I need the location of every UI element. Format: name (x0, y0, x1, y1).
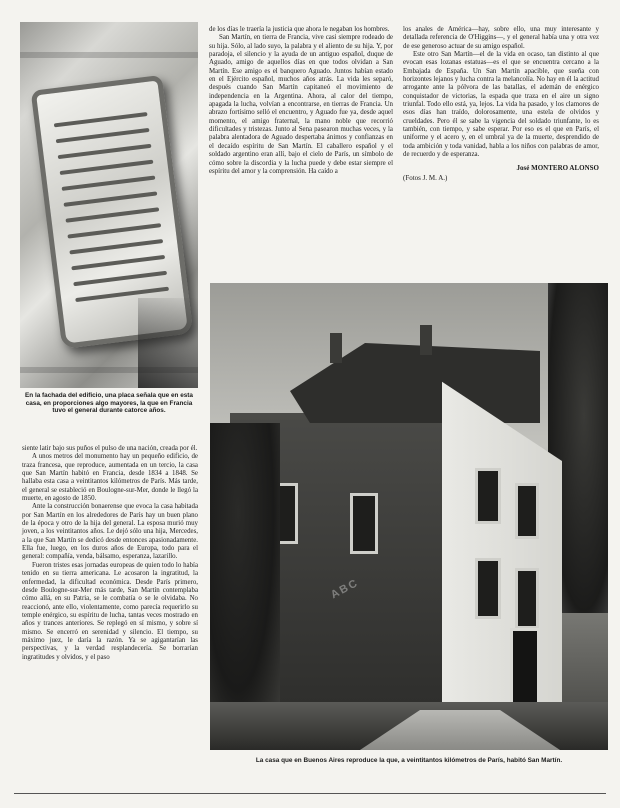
plaque-photo (20, 22, 198, 388)
article-column-left (22, 445, 198, 790)
author-signature: José MONTERO ALONSO (516, 163, 599, 172)
window (515, 568, 539, 629)
door (510, 628, 540, 709)
watermark: ABC (328, 576, 361, 602)
article-column-right (403, 26, 599, 278)
house-roof (290, 343, 540, 423)
window (515, 483, 539, 539)
paragraph: Fueron tristes esas jornadas europeas de quien todo lo había tenido en su tierra americana. Le acosaron la ingratitud, la enfermedad, la dificultad económica. Desde París primero, desde Boulogne-sur-Mer más tarde, San Martín contemplaba cómo allá, en su Patria, se le combatía o se le olvidaba. No reaccionó, ante ello, violentamente, como parecía requerirlo su temple enérgico, su espíritu de lucha, tantas veces mostrado en años y trances anteriores. Se replegó en sí mismo, y sobre sí mismo. Se encerró en serenidad y silencio. El tiempo, su máximo juez, le daría la razón. Ya se agigantarían las perspectivas, y la verdad resplandecería. Se borrarían ingratitudes y olvidos, y el paso (22, 561, 198, 661)
photo-credit: (Fotos J. M. A.) (403, 173, 448, 182)
divider (14, 793, 606, 794)
paragraph: Ante la construcción bonaerense que evoca la casa habitada por San Martín en los alrededores de París hay un buen plano de la época y otro de la hija del general. La esposa murió muy joven, a los veintitantos años. Le dejó sólo una hija, Mercedes, a la que San Martín se dedicó desde entonces apasionadamente. Ella fue, luego, en los duros años de Europa, todo para el general: compañía, venda, bálsamo, esperanza, lazarillo. (22, 503, 198, 561)
window (475, 468, 501, 524)
paragraph: de los días le traería la justicia que ahora le negaban los hombres. (209, 26, 390, 33)
paragraph: siente latir bajo sus puños el pulso de una nación, creada por él. (22, 445, 198, 452)
plaque-caption: En la fachada del edificio, una placa señala que en esta casa, en proporciones algo mayores, la que en Francia tuvo el general durante catorce años. (25, 392, 193, 415)
chimney (330, 333, 342, 363)
chimney (420, 325, 432, 355)
paragraph: A unos metros del monumento hay un pequeño edificio, de traza francesa, que reproduce, aumentada en un tercio, la casa que San Martín habitó en Francia, desde 1834 a 1848. Se hallaba esta casa a veintitantos kilómetros de París. Más tarde, el general se estableció en Boulogne-sur-Mer, donde le llegó la muerte, en agosto de 1850. (22, 453, 198, 503)
window (475, 558, 501, 619)
paragraph: San Martín, en tierra de Francia, vive casi siempre rodeado de su hija. Sólo, al lado suyo, la palabra y el aliento de su hija. Y, por paradoja, el silencio y la ayuda de un antiguo español, duque de Aguado, amigo de aquellos días en que todos olvidan a San Martín. Ese amigo es el banquero Aguado. Juntos habían estado en el Ejército español, muchos años atrás. La vida les separó, después cuando San Martín capitaneó el movimiento de independencia en la Argentina. Ahora, al calor del tiempo, apagada la lucha, volvían a encontrarse, en tierras de Francia. Un abrazo fortísimo selló el encuentro, y Aguado fue ya, desde aquel momento, el amigo fraternal, la mano noble que recorrió dificultades y tristezas. Junto al Sena pasearon muchas veces, y la palabra alentadora de Aguado despertaba ánimos y confianzas en el decaído espíritu de San Martín. El caballero español y el soldado argentino eran allí, bajo el cielo de París, un símbolo de cómo sobre la discordia y la lucha puede y debe estar siempre el espíritu del amor y la comprensión. Ha caído a (209, 34, 393, 175)
shadow (138, 298, 198, 388)
paragraph: los anales de América—hay, sobre ello, una muy interesante y detallada referencia de O'Higgins—, y el general había una y otra vez de ese generoso actuar de su amigo español. (403, 26, 599, 50)
wall-stripe (20, 52, 198, 58)
house-photo (210, 283, 608, 750)
tree (210, 423, 280, 723)
article-column-middle (209, 26, 393, 278)
house-caption: La casa que en Buenos Aires reproduce la que, a veintitantos kilómetros de París, habitó San Martín. (255, 757, 563, 764)
window (350, 493, 378, 554)
paragraph: Este otro San Martín—el de la vida en ocaso, tan distinto al que evocan esas lozanas estatuas—es el que se encuentra cercano a la Embajada de España. Un San Martín apacible, que sueña con horizontes lejanos y lucha contra la melancolía. No hay en él la actitud arrogante ante la pólvora de las batallas, el ademán de enérgico conquistador de victorias, la espada que traza en el aire un signo triunfal. Todo ello está, ya, lejos. La vida ha pasado, y los clamores de esos días han traído, dolorosamente, una estela de olvidos y crueldades. Pero él se sabe la vigencia del soldado triunfante, lo es también, con tiempo, y sabe esperar. Por eso es el que en París, el uniforme y el acero y, en el umbral ya de la muerte, desprendido de toda ambición y toda vanidad, habla a los niños con palabras de amor, de recuerdo y de esperanza. (403, 51, 599, 159)
